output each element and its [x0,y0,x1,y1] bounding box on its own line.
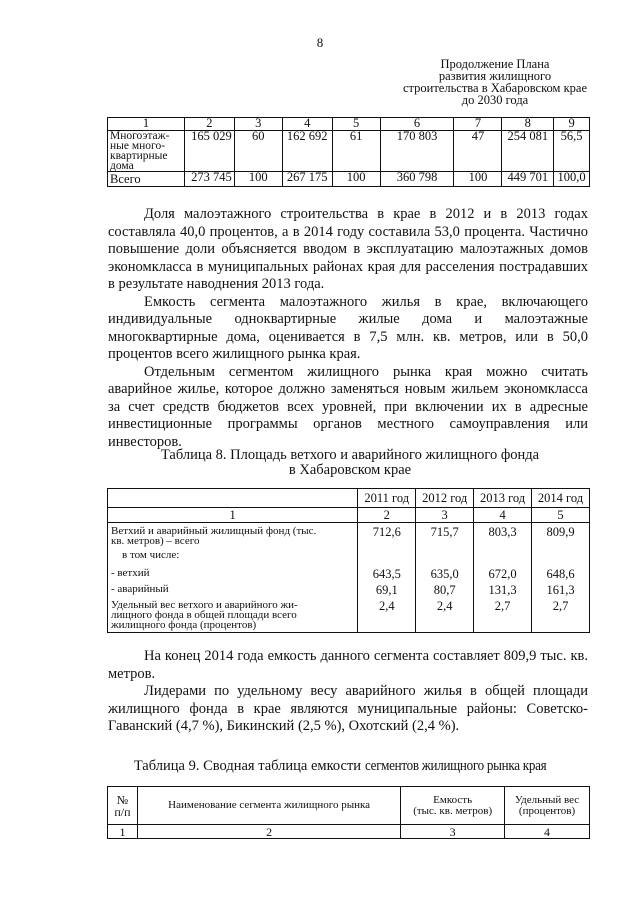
body-text-block [108,206,588,451]
table-cell [532,546,590,568]
header-line: до 2030 года [461,93,529,107]
table-cell [358,546,416,568]
header-cell-empty [108,489,358,508]
column-number: 1 [108,118,185,131]
table-8-title [100,448,600,478]
table-title-part: сегментов жилищного рынка края [364,758,547,774]
column-number: 3 [401,825,505,839]
row-label-line: Ветхий и аварийный жилищный фонд (тыс. [111,525,317,537]
table-cell: 2,4 [416,600,474,633]
header-line: (процентов) [518,804,576,817]
table-cell: 47 [454,131,502,172]
table-title-line: Таблица 8. Площадь ветхого и аварийного жилищного фонда [160,447,540,463]
page-number: 8 [316,35,324,50]
column-number: 9 [554,118,590,131]
year-header: 2014 год [532,489,590,508]
header-line: строительства в Хабаровском крае [402,81,587,95]
column-number: 2 [358,508,416,523]
table-cell: 61 [332,131,380,172]
table-row [108,546,590,568]
row-label-line: лищного фонда в общей площади всего [111,609,297,621]
table-header-row [108,489,590,508]
table-cell: 165 029 [184,131,234,172]
body-text-block [108,648,588,736]
table-cell: 648,6 [532,568,590,584]
table-cell: 100 [332,172,380,187]
row-label-line: Удельный вес ветхого и аварийного жи- [111,599,298,611]
table-cell: 672,0 [474,568,532,584]
column-number: 4 [505,825,590,839]
table-cell: 2,7 [532,600,590,633]
paragraph: Емкость сегмента малоэтажного жилья в крае, включающего индивидуальные одноквартирные жилые дома и малоэтажные многоквартирные дома, оценивается в 7,5 млн. кв. метров, или в 50,0 процентов всего жилищного рынка края. [108,293,588,362]
column-number: 2 [184,118,234,131]
table-8 [107,488,590,633]
header-line: Удельный вес [514,793,580,806]
header-line: (тыс. кв. метров) [413,804,493,817]
column-number: 4 [474,508,532,523]
header-line: Продолжение Плана [440,57,550,71]
column-number: 5 [532,508,590,523]
table-cell: 100 [454,172,502,187]
column-number: 3 [416,508,474,523]
table-cell: 449 701 [502,172,554,187]
row-label-line: жилищного фонда (процентов) [111,619,257,631]
column-number: 4 [282,118,332,131]
row-label: - ветхий [108,568,358,584]
table-row [108,568,590,584]
table-9 [107,786,590,839]
table-row [108,584,590,600]
table-cell: 360 798 [380,172,454,187]
paragraph: Доля малоэтажного строительства в крае в 2012 и в 2013 годах составляла 40,0 процентов, а в 2014 году составила 53,0 процента. Частично повышение доли объясняется вводом в эксплуатацию малоэтажных домов экономкласса в муниципальных районах края для расселения пострадавших в результате наводнения 2013 года. [108,206,588,292]
table-cell [474,546,532,568]
header-line: п/п [114,804,131,819]
table-cell: 69,1 [358,584,416,600]
table-cell: 273 745 [184,172,234,187]
row-label-line: дома [110,160,134,172]
table-cell: 80,7 [416,584,474,600]
table-title-part: Таблица 9. Сводная таблица емкости [133,758,365,774]
row-label [108,600,358,633]
paragraph: Лидерами по удельному весу аварийного жилья в общей площади жилищного фонда в крае являются муниципальные районы: Советско-Гаванский (4,7 %), Бикинский (2,5 %), Охотский (2,4 %). [108,683,588,734]
table-cell: 100 [234,172,282,187]
table-header-row [108,787,590,825]
row-label-line: квартирные [110,150,168,162]
table-cell: 161,3 [532,584,590,600]
table-cell: 162 692 [282,131,332,172]
header-line: развития жилищного [438,69,552,83]
row-label-line: Многоэтаж- [110,130,170,142]
table-row [108,600,590,633]
header-line: № [116,792,129,807]
row-label-line: ные много- [110,140,166,152]
table-cell: 809,9 [532,523,590,547]
table-row [108,172,590,187]
year-header: 2012 год [416,489,474,508]
table-cell: 170 803 [380,131,454,172]
column-number: 6 [380,118,454,131]
table-cell: 56,5 [554,131,590,172]
document-header [400,58,590,106]
table-title-line: в Хабаровском крае [288,462,412,478]
column-number: 8 [502,118,554,131]
header-cell [401,787,505,825]
table-cell: 60 [234,131,282,172]
header-cell [505,787,590,825]
row-label-line: кв. метров) – всего [111,535,200,547]
table-cell: 715,7 [416,523,474,547]
column-number: 5 [332,118,380,131]
table-cell: 643,5 [358,568,416,584]
table-cell: 712,6 [358,523,416,547]
table-cell: 2,7 [474,600,532,633]
column-number-row [108,508,590,523]
header-cell [108,787,138,825]
continuation-table [107,117,590,187]
table-cell [416,546,474,568]
table-cell: 100,0 [554,172,590,187]
year-header: 2011 год [358,489,416,508]
column-number: 1 [108,508,358,523]
column-number-row [108,825,590,839]
paragraph: На конец 2014 года емкость данного сегмента составляет 809,9 тыс. кв. метров. [108,648,588,682]
row-label: Всего [108,172,185,187]
header-cell: Наименование сегмента жилищного рынка [137,787,400,825]
table-cell: 803,3 [474,523,532,547]
row-label [108,523,358,547]
table-cell: 267 175 [282,172,332,187]
column-number: 7 [454,118,502,131]
table-9-title [100,758,600,775]
table-row [108,523,590,547]
table-cell: 2,4 [358,600,416,633]
row-label: - аварийный [108,584,358,600]
table-cell: 635,0 [416,568,474,584]
column-number: 3 [234,118,282,131]
column-number: 2 [137,825,400,839]
column-number: 1 [108,825,138,839]
header-line: Емкость [433,793,473,806]
row-label [108,131,185,172]
table-cell: 254 081 [502,131,554,172]
table-cell: 131,3 [474,584,532,600]
row-label: в том числе: [108,546,358,568]
table-row [108,131,590,172]
year-header: 2013 год [474,489,532,508]
paragraph: Отдельным сегментом жилищного рынка края можно считать аварийное жилье, которое должно заменяться новым жильем экономкласса за счет средств бюджетов всех уровней, при включении их в адресные инвестиционные программы органов местного самоуправления или инвесторов. [108,363,588,450]
